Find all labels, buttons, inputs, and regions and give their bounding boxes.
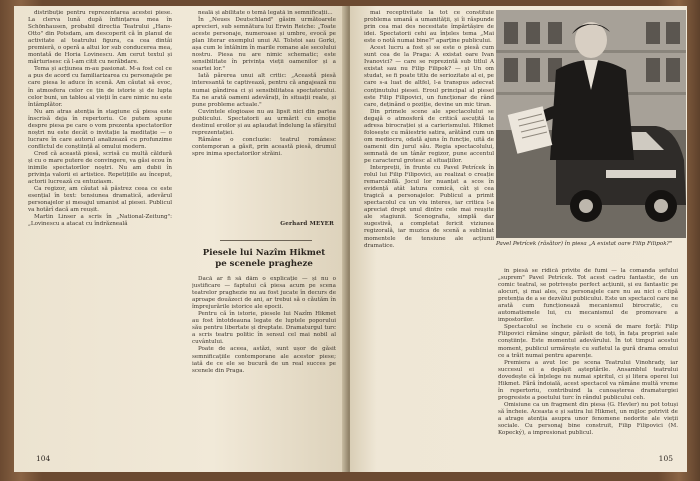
- paragraph: Iată părerea unui alt critic: „Această piesă interesantă te captivează, pentru că angajează nu numai gândirea ci și sensibilitatea spectatorului. Ea ne arată oameni adevărați, în situații reale, și pune probleme actuale.": [192, 73, 336, 108]
- paragraph: Poate de aceea, astăzi, sunt ușor de găsit semnificațiile contemporane ale acestor piese; iată de ce ele se bucură de un real succes pe scenele din Praga.: [192, 346, 336, 374]
- paragraph: În „Neues Deutschland" găsim următoarele aprecieri, sub semnătura lui Erwin Reiche: „Toate aceste personaje, numeroase și umbre, evocă pe plan literar exemplul unui Al. Tolstoi sau Gorki, așa cum le întâlnim în marile romane ale secolului nostru. Piesa nu are nimic schematic; este sensibilitate în privința vieții oamenilor și a soartei lor.": [192, 17, 336, 73]
- article-heading-line-1: Piesele lui Nazîm Hikmet: [202, 248, 326, 258]
- left-column-2-lower: [192, 276, 336, 448]
- left-column-1: [28, 10, 172, 450]
- paragraph: Acest lucru a fost și se este o piesă cum sunt cea de la Praga: A existat oare Ivan Ivanovici? — care se reprezintă sub titlul A existat sau nu Filip Filipok? — și Un om studat, se fi poate titlu de seriozitate al ei, pe care s-a luat de altfel, l-a transpus adecvat conținutului piesei. Eroul principal al piesei este Filip Filipovici, un funcționar de rând care, deținând o poziție, devine un mic tiran.: [364, 45, 494, 108]
- right-column-2: [498, 268, 678, 450]
- article-heading-line-2: pe scenele pragheze: [215, 259, 313, 269]
- paragraph: Cuvintele elogioase nu au lipsit nici din partea publicului. Spectatorii au urmărit cu emoție destinul eroilor și au aplaudat îndelung la sfârșitul reprezentației.: [192, 108, 336, 136]
- production-photo: [496, 10, 686, 238]
- paragraph: Cred că această piesă, scrisă cu multă căldură și cu o mare putere de convingere, va găsi ecou în inimile spectatorilor noștri. Nu am dubii în privința valorii ei artistice. Repetițiile au început, actorii lucrează cu entuziasm.: [28, 150, 172, 186]
- left-page: [14, 6, 346, 472]
- section-divider: [220, 240, 312, 241]
- paragraph: Din primele scene ale spectacolului se degajă o atmosferă de critică ascuțită la adresa birocrației și a carierismului. Hikmet folosește cu măiestrie satira, arătând cum un om mediocru, odată ajuns în funcție, uită de oamenii din jurul său. Regia spectacolului, semnată de un tânăr regizor, pune accentul pe caracterul grotesc al situațiilor.: [364, 108, 494, 164]
- paragraph: distribuție pentru reprezentarea acestei piese. La clerva lună după înființarea mea în Schönhausen, probabil directia Teatrului „Hans-Otto" din Potsdam, am descoperit că în planul de activitate al teatrului figura, ca cea dintâi premieră, o operă a altui lor sub conducerea mea, montată de Horia Lovinescu. Am cerut textul și mărturisesc că l-am citit cu nerăbdare.: [28, 10, 172, 66]
- paragraph: în piesă se ridică privite de fumi — la comanda șefului „suprem" Pavel Petrícek. Tot acest cadru fantastic, de un comic teatral, se potrivește perfect acțiunii, și eu fantastic pe alocuri, și mai ales, cu personajele care nu au nici o clipă pretenția de a se dezvălui publicului. Este un spectacol care ne arată cum funcționează mecanismul birocratic, cu automatismele lui, cu mecanismul de promovare a impostorilor.: [498, 268, 678, 324]
- article-signature: Gerhard MEYER: [280, 221, 334, 227]
- paragraph: Premiera a avut loc pe scena Teatrului Vinohrady, iar succesul ei a depășit așteptările. Ansamblul teatrului dovedește că înțelege nu numai spiritul, ci și litera operei lui Hikmet. Fără îndoială, acest spectacol va rămâne multă vreme în repertoriu, contribuind la cunoașterea dramaturgiei progresiste a poetului turc în rândul publicului ceh.: [498, 359, 678, 401]
- paragraph: Interpreții, în frunte cu Pavel Petrícek în rolul lui Filip Filipovici, au realizat o creație remarcabilă. Jocul lor nuanțat a scos în evidență atât latura comică, cât și cea tragică a personajelor. Publicul a primit spectacolul cu un viu interes, iar critica l-a apreciat drept unul dintre cele mai reușite ale stagiunii. Scenografia, simplă dar sugestivă, a completat fericit viziunea regizorală, iar muzica de scenă a subliniat momentele de tensiune ale acțiunii dramatice.: [364, 165, 494, 249]
- paragraph: Nu am atras atenția în stagiune că piesa este înscrisă deja în repertoriu. Ce putem spune despre piesa pe care o vom prezenta spectatorilor noștri nu este decât o invitație la meditație — o lucrare în care autorul analizează cu profunzime conflictul de conștiință al omului modern.: [28, 108, 172, 150]
- paragraph: Rămâne o concluzie: teatrul românesc contemporan a găsit, prin această piesă, drumul spre inima spectatorilor străini.: [192, 136, 336, 157]
- left-column-2-upper: [192, 10, 336, 218]
- left-page-number: 104: [36, 454, 51, 463]
- paragraph: Martin Linser a scris în „National-Zeitung": „Lovinescu a atacat cu îndrăzneală: [28, 214, 172, 228]
- paragraph: Tema și acțiunea m-au pasionat. M-a fost cel ce a pus de acord cu familiarizarea cu personajele pe care piesa le aduce în scenă. Am căutat să evoc, în atmosfera celor ce țin de istorie și de lupta celor buni, un tablou al vieții în care nimic nu este întâmplător.: [28, 66, 172, 108]
- right-column-1: [364, 10, 494, 450]
- paragraph: Pentru că în istorie, piesele lui Nazîm Hikmet au fost întotdeauna legate de luptele poporului său pentru libertate și dreptate. Dramaturgul turc a scris teatru politic în sensul cel mai nobil al cuvântului.: [192, 311, 336, 346]
- paragraph: Ca regizor, am căutat să păstrez ceea ce este esențial în text: tensiunea dramatică, adevărul personajelor și mesajul umanist al piesei. Publicul va hotărî dacă am reușit.: [28, 186, 172, 214]
- paragraph: nealã și abilitate o temă legată în semnificații...: [198, 10, 333, 16]
- right-page-number: 105: [658, 454, 673, 463]
- paragraph: Spectacolul se încheie cu o scenă de mare forță: Filip Filipovici rămâne singur, părăsit de toți, în fața propriei sale conștiințe. Este momentul adevărului. În tot timpul acestui moment, publicul urmărește cu sufletul la gură drama omului ce a trăit numai pentru aparențe.: [498, 324, 678, 359]
- paragraph: Omisiune ca un fragment din piesa (G. Hevler) nu pot totuși să încheie. Aceasta e și satira lui Hikmet, un mijloc potrivit de a atrage atenția asupra unor fenomene nedorite ale vieții sociale. Cu personaj bine construit, Filip Filipovici (M. Kopecký), a impresionat publicul.: [498, 401, 678, 437]
- photo-caption: Pavel Petrícek (râsător) în piesa „A existat oare Filip Filipok?": [496, 241, 673, 247]
- article-heading: [192, 248, 336, 270]
- paragraph: mai receptivitate la tot ce constituie problema umană a umanității, și îi răspunde prin cea mai des necesitate împărtășire de idei. Spectatorii cehi au înțeles tema „Mai este o notă numai bine?" aparține publicului.: [364, 10, 494, 45]
- paragraph: Dacă ar fi să dăm o explicație — și nu o justificare — faptului că piesa acum pe scena teatrelor praghezie nu au fost jucate în decurs de aproape douăzeci de ani, ar trebui să o căutăm în împrejurările istorice ale epocii.: [192, 276, 336, 311]
- photo-illustration: [496, 10, 686, 238]
